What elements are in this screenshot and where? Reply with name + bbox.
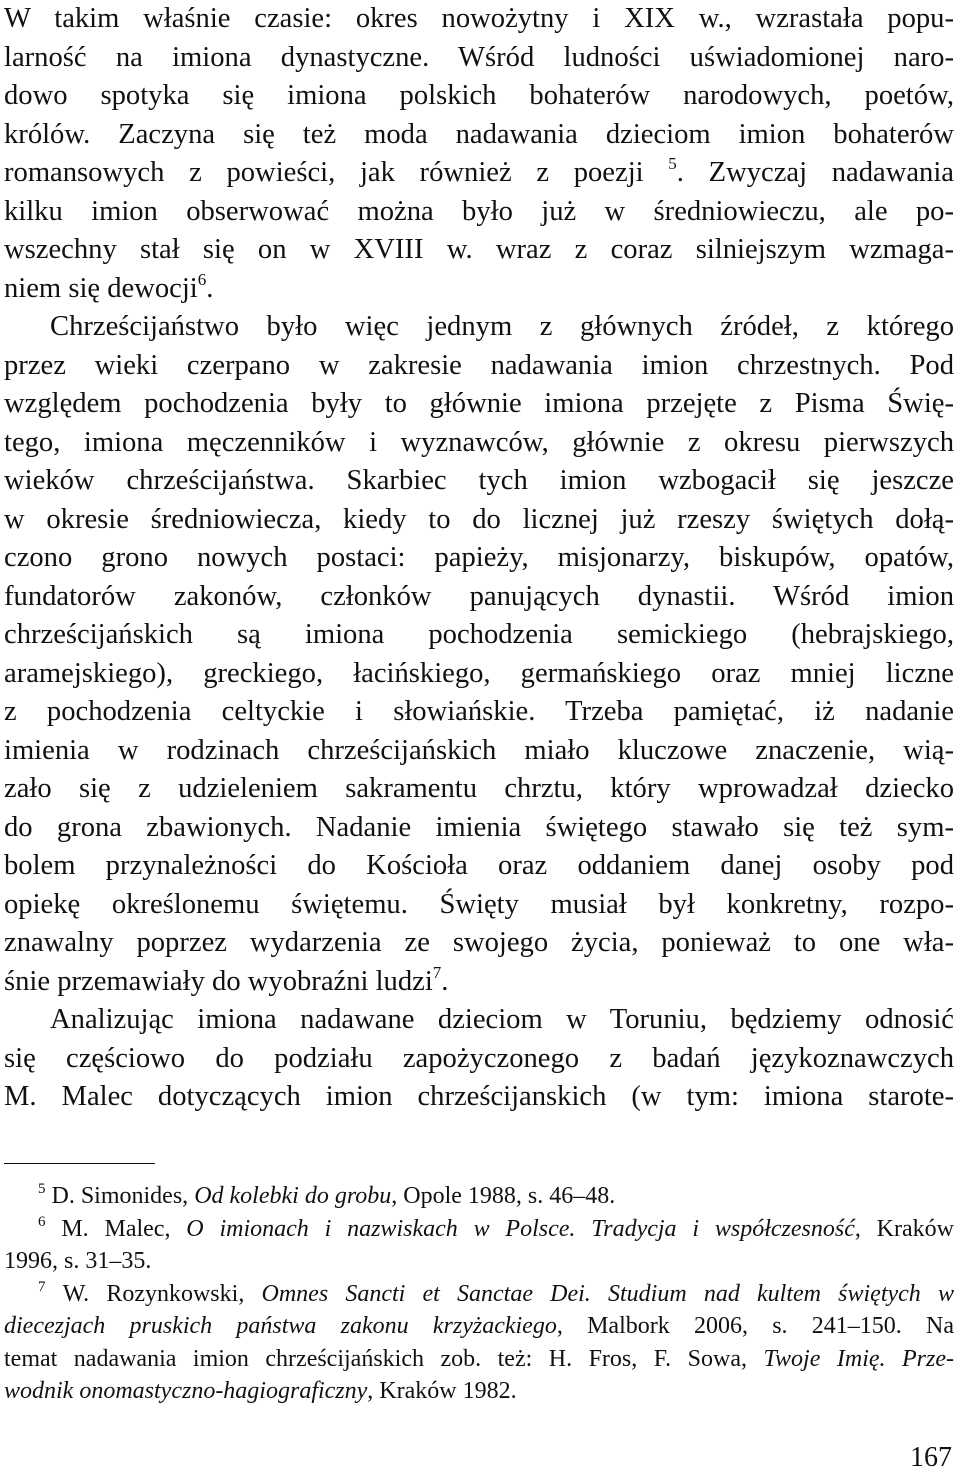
footnote-title: Twoje Imię. Prze- (763, 1345, 954, 1372)
main-text (4, 0, 954, 1117)
text-line: do grona zbawionych. Nadanie imienia świętego stawało się też sym- (4, 811, 954, 843)
paragraph-start-line: Chrześcijaństwo było więc jednym z głównych źródeł, z którego (50, 311, 954, 342)
page-number: 167 (910, 1442, 952, 1473)
text-line (4, 154, 954, 193)
text-line (4, 270, 954, 309)
footnote-text: W. Rozynkowski, (62, 1280, 262, 1307)
text-line: znawalny poprzez wydarzenia ze swojego życia, ponieważ to one wła- (4, 927, 954, 958)
footnote-7-continued (4, 1310, 954, 1343)
text-line: czono grono nowych postaci: papieży, misjonarzy, biskupów, opatów, (4, 542, 954, 573)
text-fragment: . Zwyczaj nadawania (676, 157, 954, 188)
text-fragment: śnie przemawiały do wyobraźni ludzi (4, 965, 433, 997)
text-line: zało się z udzieleniem sakramentu chrztu, który wprowadzał dziecko (4, 773, 954, 804)
text-fragment: . (206, 272, 214, 304)
footnote-ref-6: 6 (197, 269, 207, 289)
text-line (4, 963, 954, 1002)
footnote-7-continued (4, 1375, 954, 1408)
text-fragment: niem się dewocji (4, 272, 198, 304)
footnote-text: , Opole 1988, s. 46–48. (391, 1183, 616, 1209)
text-line: opiekę określonemu świętemu. Święty musiał był konkretny, rozpo- (4, 888, 954, 920)
footnote-7-continued (4, 1343, 954, 1376)
footnote-number: 5 (38, 1181, 46, 1197)
footnote-title: diecezjach pruskich państwa zakonu krzyżackiego (4, 1313, 557, 1339)
footnote-6-continued: 1996, s. 31–35. (4, 1248, 152, 1274)
text-fragment: romansowych z powieści, jak również z poezji (4, 157, 644, 188)
footnote-number: 7 (38, 1278, 46, 1295)
text-fragment: . (441, 965, 449, 997)
footnote-separator (4, 1163, 155, 1164)
text-line: bolem przynależności do Kościoła oraz oddaniem danej osoby pod (4, 850, 954, 881)
text-line: wieków chrześcijaństwa. Skarbiec tych imion wzbogacił się jeszcze (4, 465, 954, 496)
footnote-text: M. Malec, (61, 1215, 187, 1242)
text-line: W takim właśnie czasie: okres nowożytny i XIX w., wzrastała popu- (4, 3, 954, 34)
footnote-6 (4, 1213, 954, 1246)
footnotes (4, 1180, 954, 1408)
footnote-title: wodnik onomastyczno-hagiograficzny (4, 1378, 368, 1404)
text-line: fundatorów zakonów, członków panujących dynastii. Wśród imion (4, 580, 954, 612)
text-line: M. Malec dotyczących imion chrześcijanskich (w tym: imiona starote- (4, 1081, 954, 1112)
text-line: się częściowo do podziału zapożyczonego z badań językoznawczych (4, 1042, 954, 1074)
footnote-number: 6 (38, 1213, 46, 1230)
footnote-text: temat nadawania imion chrześcijańskich zob. też: H. Fros, F. Sowa, (4, 1345, 764, 1372)
text-line: chrześcijańskich są imiona pochodzenia semickiego (hebrajskiego, (4, 619, 954, 650)
footnote-title: Od kolebki do grobu (194, 1183, 392, 1209)
text-line: królów. Zaczyna się też moda nadawania dzieciom imion bohaterów (4, 118, 954, 150)
footnote-title: Omnes Sancti et Sanctae Dei. Studium nad kultem świętych w (261, 1280, 954, 1307)
text-line: wszechny stał się on w XVIII w. wraz z coraz silniejszym wzmaga- (4, 234, 954, 265)
footnote-ref-7: 7 (432, 962, 442, 982)
text-line: względem pochodzenia były to głównie imiona przejęte z Pisma Świę- (4, 388, 954, 419)
text-line: z pochodzenia celtyckie i słowiańskie. Trzeba pamiętać, iż nadanie (4, 696, 954, 727)
footnote-text: , Kraków (854, 1215, 954, 1242)
text-line: imienia w rodzinach chrześcijańskich miało kluczowe znaczenie, wią- (4, 734, 954, 766)
text-line: dowo spotyka się imiona polskich bohaterów narodowych, poetów, (4, 80, 954, 111)
footnote-7 (4, 1278, 954, 1311)
footnote-ref-5: 5 (668, 154, 677, 173)
text-line: tego, imiona męczenników i wyznawców, głównie z okresu pierwszych (4, 426, 954, 458)
footnote-text: D. Simonides, (51, 1183, 195, 1209)
footnote-title: O imionach i nazwiskach w Polsce. Tradycja i współczesność (186, 1215, 855, 1242)
text-line: aramejskiego), greckiego, łacińskiego, germańskiego oraz mniej liczne (4, 657, 954, 689)
text-line: w okresie średniowiecza, kiedy to do licznej już rzeszy świętych dołą- (4, 503, 954, 535)
paragraph-start-line: Analizując imiona nadawane dzieciom w Toruniu, będziemy odnosić (50, 1004, 954, 1035)
text-line: przez wieki czerpano w zakresie nadawania imion chrzestnych. Pod (4, 349, 954, 381)
footnote-text: , Kraków 1982. (367, 1378, 517, 1404)
text-line: larność na imiona dynastyczne. Wśród ludności uświadomionej naro- (4, 41, 954, 73)
footnote-text: , Malbork 2006, s. 241–150. Na (556, 1313, 954, 1339)
text-line: kilku imion obserwować można było już w średniowieczu, ale po- (4, 195, 954, 227)
footnote-5 (4, 1180, 954, 1213)
